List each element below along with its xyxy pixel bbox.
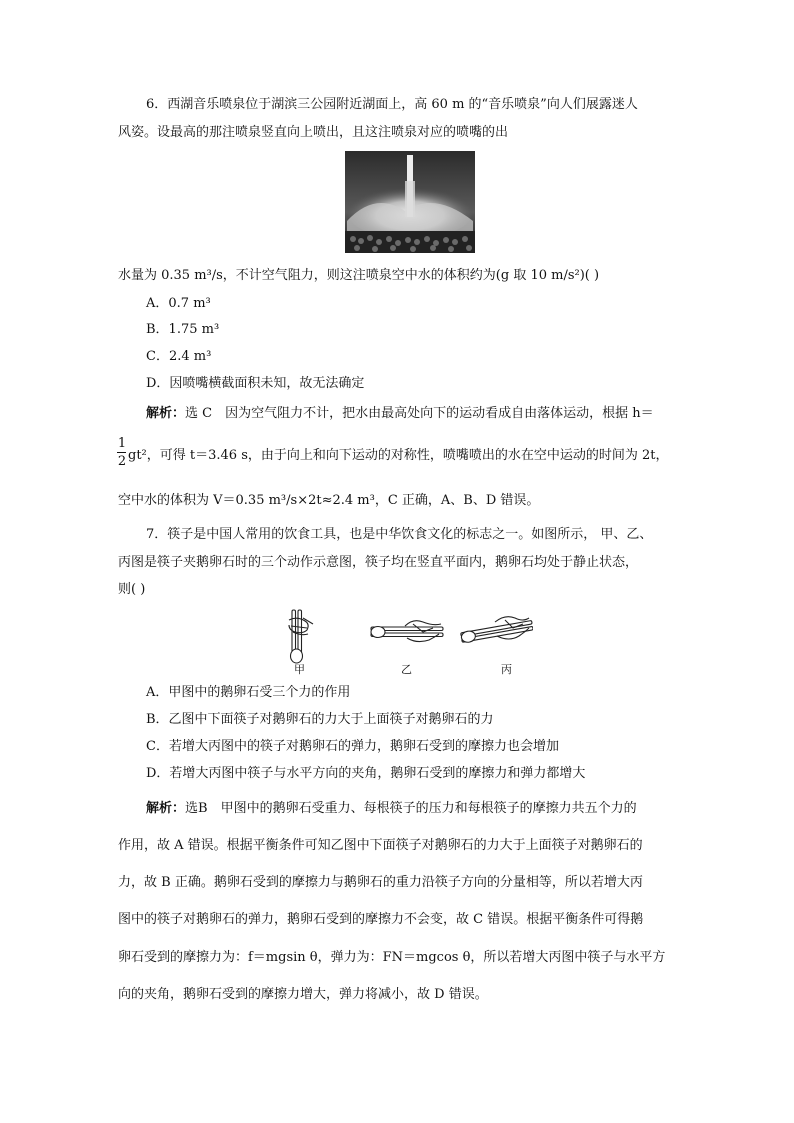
q7-answer-text1: 选B 甲图中的鹅卵石受重力、每根筷子的压力和每根筷子的摩擦力共五个力的 xyxy=(185,801,637,816)
q7-answer-line6: 向的夹角，鹅卵石受到的摩擦力增大，弹力将减小，故 D 错误。 xyxy=(118,987,488,1002)
q7-option-c: C．若增大丙图中的筷子对鹅卵石的弹力，鹅卵石受到的摩擦力也会增加 xyxy=(146,739,559,754)
q6-stem-line1: 6．西湖音乐喷泉位于湖滨三公园附近湖面上，高 60 m 的“音乐喷泉”向人们展露迷人 xyxy=(146,97,638,112)
q7-stem-line1: 7．筷子是中国人常用的饮食工具，也是中华饮食文化的标志之一。如图所示， 甲、乙、 xyxy=(146,527,653,542)
q6-answer-line1 xyxy=(146,404,654,424)
figure-label-yi: 乙 xyxy=(401,663,412,676)
figure-bing xyxy=(461,617,533,644)
q7-answer-line5: 卵石受到的摩擦力为：f＝mgsin θ，弹力为：FN＝mgcos θ，所以若增大丙图中筷子与水平方 xyxy=(118,950,666,965)
q7-option-a: A．甲图中的鹅卵石受三个力的作用 xyxy=(146,685,351,700)
q6-answer-line3: 空中水的体积为 V＝0.35 m³/s×2t≈2.4 m³，C 正确，A、B、D 错误。 xyxy=(118,493,540,508)
fraction-numerator: 1 xyxy=(117,436,127,451)
figure-yi xyxy=(371,621,443,642)
q7-answer-line1 xyxy=(146,799,637,819)
q7-stem-line3: 则( ) xyxy=(118,582,146,597)
q6-answer-label: 解析： xyxy=(146,406,186,421)
q7-option-b: B．乙图中下面筷子对鹅卵石的力大于上面筷子对鹅卵石的力 xyxy=(146,712,494,727)
fountain-photo xyxy=(345,151,475,253)
q6-answer-text1: 选 C 因为空气阻力不计，把水由最高处向下的运动看成自由落体运动，根据 h＝ xyxy=(185,406,654,421)
q6-stem-line2: 风姿。设最高的那注喷泉竖直向上喷出，且这注喷泉对应的喷嘴的出 xyxy=(118,125,509,140)
q7-stem-line2: 丙图是筷子夹鹅卵石时的三个动作示意图，筷子均在竖直平面内，鹅卵石均处于静止状态， xyxy=(118,555,639,570)
q6-option-b: B．1.75 m³ xyxy=(146,322,220,337)
figure-jia xyxy=(289,610,313,663)
q7-answer-line4: 图中的筷子对鹅卵石的弹力，鹅卵石受到的摩擦力不会变，故 C 错误。根据平衡条件可得鹅 xyxy=(118,912,644,927)
q6-option-d: D．因喷嘴横截面积未知，故无法确定 xyxy=(146,376,365,391)
q7-option-d: D．若增大丙图中筷子与水平方向的夹角，鹅卵石受到的摩擦力和弹力都增大 xyxy=(146,766,586,781)
q7-answer-line2: 作用，故 A 错误。根据平衡条件可知乙图中下面筷子对鹅卵石的力大于上面筷子对鹅卵石的 xyxy=(118,838,643,853)
q6-answer-line2: gt²，可得 t＝3.46 s，由于向上和向下运动的对称性，喷嘴喷出的水在空中运动的时间为 2t， xyxy=(128,448,669,463)
fraction-bar xyxy=(117,452,126,453)
q6-option-a: A．0.7 m³ xyxy=(146,296,211,311)
q6-option-c: C．2.4 m³ xyxy=(146,349,212,364)
q6-stem-line3: 水量为 0.35 m³/s，不计空气阻力，则这注喷泉空中水的体积约为(g 取 10 m/s²)( ) xyxy=(118,268,600,283)
fraction-denominator: 2 xyxy=(117,454,127,469)
figure-label-jia: 甲 xyxy=(294,663,305,676)
q7-answer-label: 解析： xyxy=(146,801,186,816)
q7-answer-line3: 力，故 B 正确。鹅卵石受到的摩擦力与鹅卵石的重力沿筷子方向的分量相等，所以若增大丙 xyxy=(118,875,643,890)
figure-label-bing: 丙 xyxy=(501,663,512,676)
